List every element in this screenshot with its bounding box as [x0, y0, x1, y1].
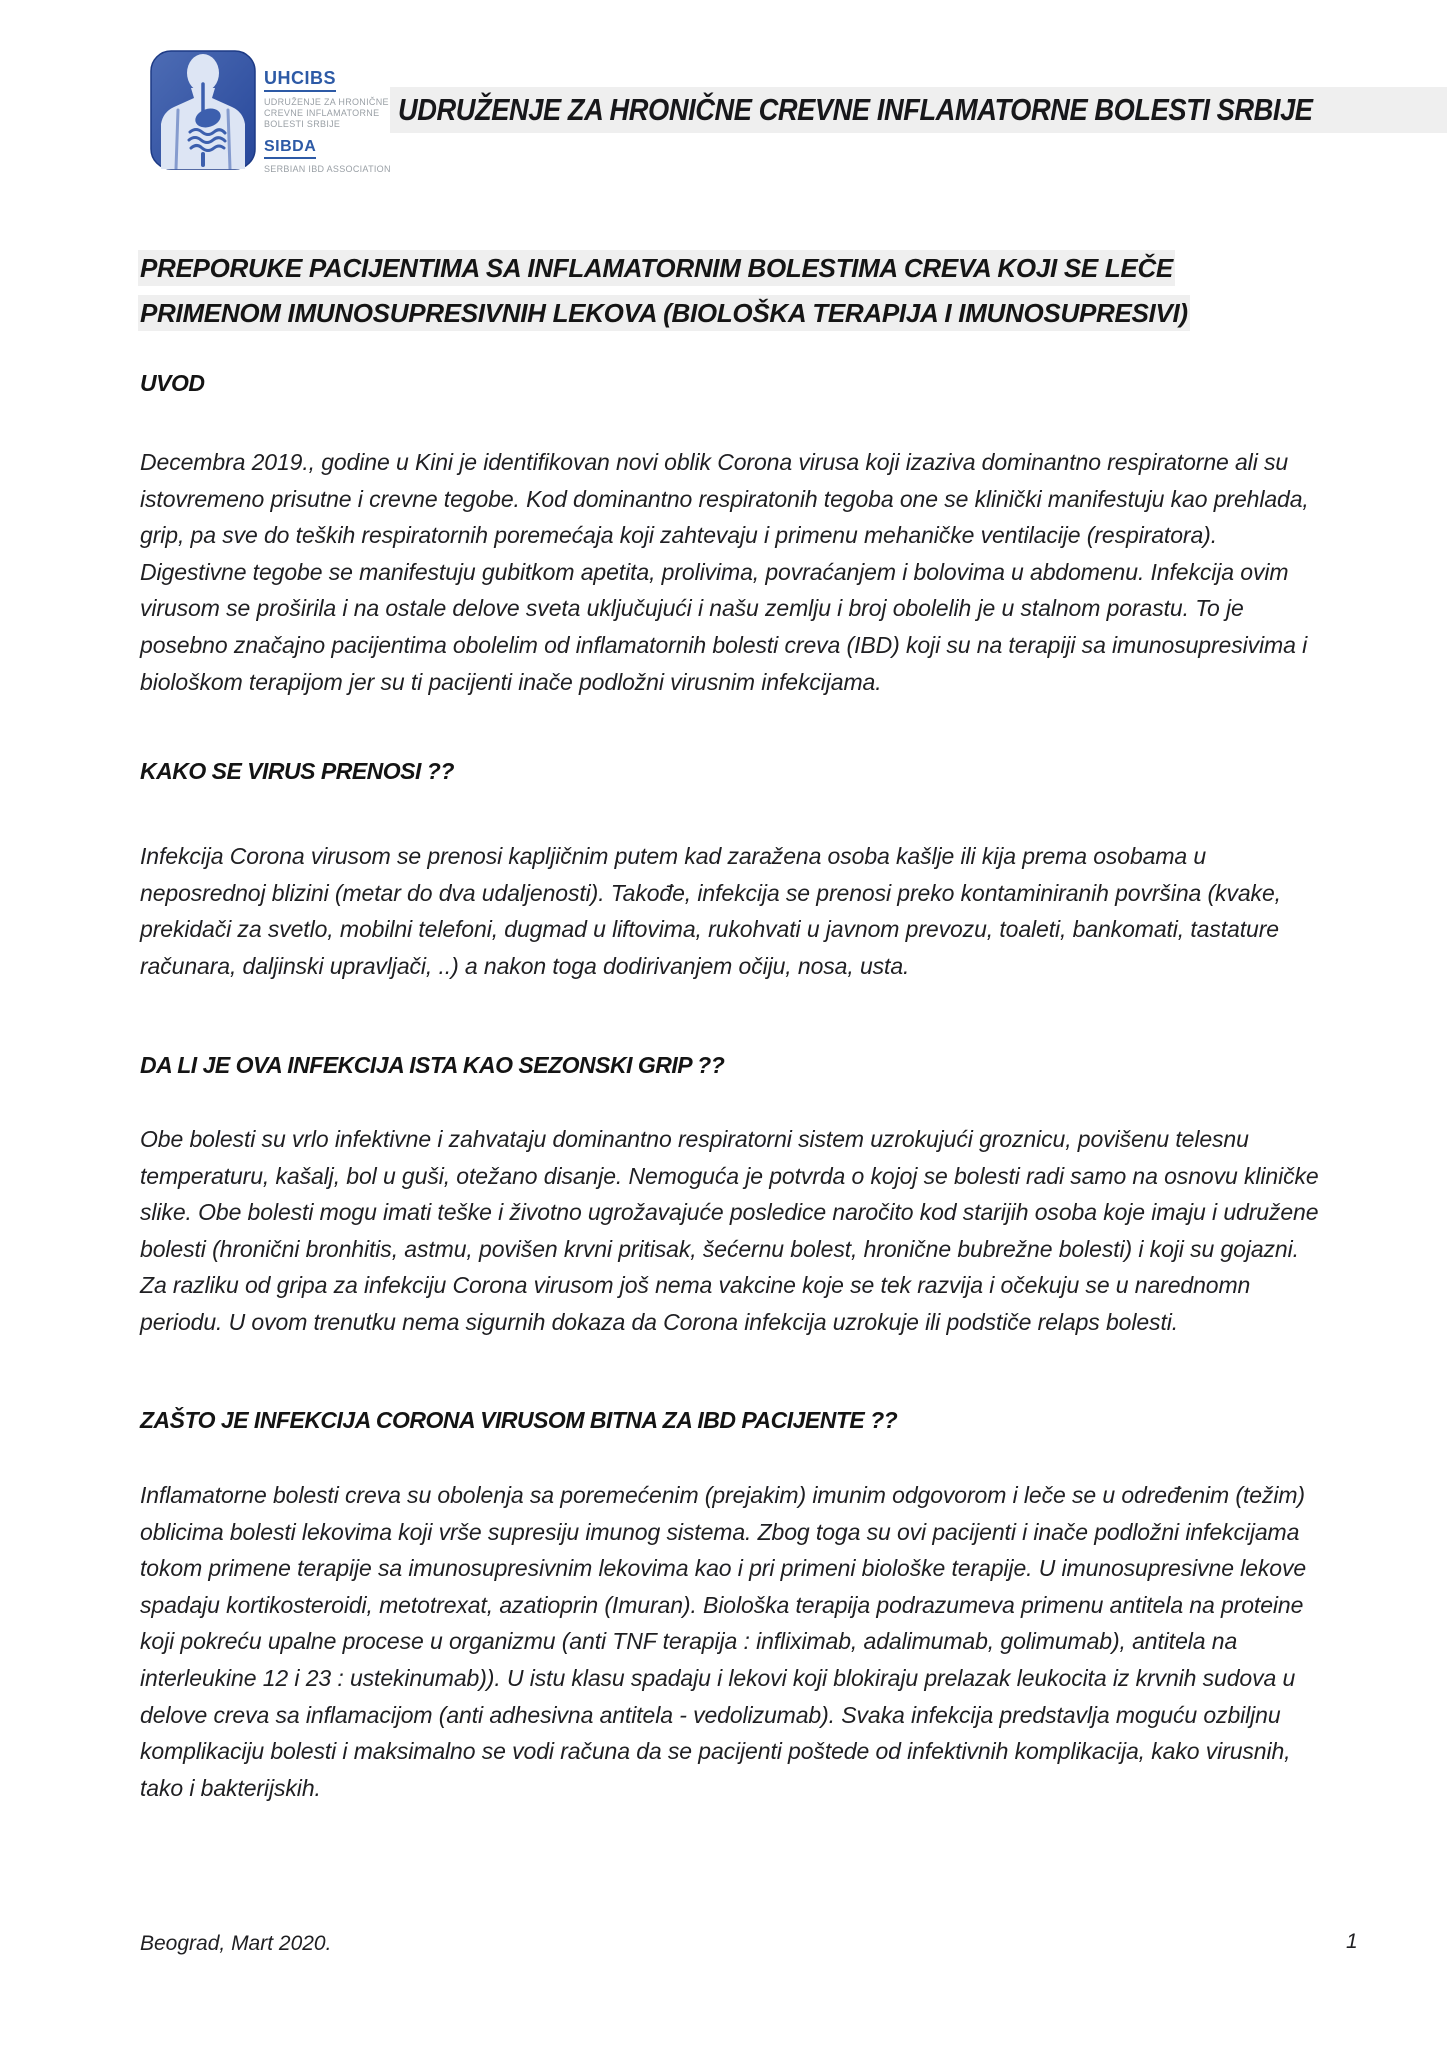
logo-text-block: [264, 68, 404, 175]
section-paragraph-ibd: Inflamatorne bolesti creva su obolenja sa poremećenim (prejakim) imunim odgovorom i leče se u određenim (težim) oblicima bolesti lekovima koji vrše supresiju imunog sistema. Zbog toga su ovi pacijenti i inače podložni infekcijama tokom primene terapije sa imunosupresivnim lekovima kao i pri primeni biološke terapije. U imunosupresivne lekove spadaju kortikosteroidi, metotrexat, azatioprin (Imuran). Biološka terapija podrazumeva primenu antitela na proteine koji pokreću upalne procese u organizmu (anti TNF terapija : infliximab, adalimumab, golimumab), antitela na interleukine 12 i 23 : ustekinumab)). U istu klasu spadaju i lekovi koji blokiraju prelazak leukocita iz krvnih sudova u delove creva sa inflamacijom (anti adhesivna antitela - vedolizumab). Svaka infekcija predstavlja moguću ozbiljnu komplikaciju bolesti i maksimalno se vodi računa da se pacijenti poštede od infektivnih komplikacija, kako virusnih, tako i bakterijskih.: [140, 1482, 1307, 1801]
footer-place-date: Beograd, Mart 2020.: [140, 1932, 332, 1955]
logo-org-name-line3: BOLESTI SRBIJE: [264, 119, 341, 129]
logo-org-name-line1: UDRUŽENJE ZA HRONIČNE: [264, 97, 389, 107]
header-banner-title: UDRUŽENJE ZA HRONIČNE CREVNE INFLAMATORNE BOLESTI SRBIJE: [398, 92, 1313, 127]
uhcibs-logo: [150, 50, 256, 175]
logo-acronym-uhcibs: UHCIBS: [264, 68, 336, 92]
page-number: 1: [1346, 1930, 1358, 1953]
logo-org-name-line2: CREVNE INFLAMATORNE: [264, 108, 380, 118]
logo-english-name: SERBIAN IBD ASSOCIATION: [264, 164, 391, 174]
section-heading-ibd: ZAŠTO JE INFEKCIJA CORONA VIRUSOM BITNA ZA IBD PACIJENTE ??: [140, 1407, 898, 1433]
document-title: PREPORUKE PACIJENTIMA SA INFLAMATORNIM BOLESTIMA CREVA KOJI SE LEČE PRIMENOM IMUNOSUPRESIVNIH LEKOVA (BIOLOŠKA TERAPIJA I IMUNOSUPRESIVI): [138, 246, 1288, 336]
section-heading-uvod: UVOD: [140, 370, 205, 396]
header-banner: [390, 87, 1447, 133]
section-paragraph-grip: Obe bolesti su vrlo infektivne i zahvataju dominantno respiratorni sistem uzrokujući groznicu, povišenu telesnu temperaturu, kašalj, bol u guši, otežano disanje. Nemoguća je potvrda o kojoj se bolesti radi samo na osnovu kliničke slike. Obe bolesti mogu imati teške i životno ugrožavajuće posledice naročito kod starijih osoba koje imaju i udružene bolesti (hronični bronhitis, astmu, povišen krvni pritisak, šećernu bolest, hronične bubrežne bolesti) i koji su gojazni. Za razliku od gripa za infekciju Corona virusom još nema vakcine koje se tek razvija i očekuju se u narednomn periodu. U ovom trenutku nema sigurnih dokaza da Corona infekcija uzrokuje ili podstiče relaps bolesti.: [140, 1126, 1319, 1335]
section-heading-grip: DA LI JE OVA INFEKCIJA ISTA KAO SEZONSKI GRIP ??: [140, 1052, 725, 1078]
uhcibs-logo-icon: [150, 50, 256, 170]
logo-acronym-sibda: SIBDA: [264, 138, 316, 159]
section-paragraph-uvod: Decembra 2019., godine u Kini je identifikovan novi oblik Corona virusa koji izaziva dominantno respiratorne ali su istovremeno prisutne i crevne tegobe. Kod dominantno respiratonih tegoba one se klinički manifestuju kao prehlada, grip, pa sve do teških respiratornih poremećaja koji zahtevaju i primenu mehaničke ventilacije (respiratora). Digestivne tegobe se manifestuju gubitkom apetita, prolivima, povraćanjem i bolovima u abdomenu. Infekcija ovim virusom se proširila i na ostale delove sveta uključujući i našu zemlju i broj obolelih je u stalnom porastu. To je posebno značajno pacijentima obolelim od inflamatornih bolesti creva (IBD) koji su na terapiji sa imunosupresivima i biološkom terapijom jer su ti pacijenti inače podložni virusnim infekcijama.: [140, 449, 1309, 695]
section-heading-prenos: KAKO SE VIRUS PRENOSI ??: [140, 758, 454, 784]
logo-org-name: [264, 97, 404, 130]
section-paragraph-prenos: Infekcija Corona virusom se prenosi kapljičnim putem kad zaražena osoba kašlje ili kija prema osobama u neposrednoj blizini (metar do dva udaljenosti). Takođe, infekcija se prenosi preko kontaminiranih površina (kvake, prekidači za svetlo, mobilni telefoni, dugmad u liftovima, rukohvati u javnom prevozu, toaleti, bankomati, tastature računara, daljinski upravljači, ..) a nakon toga dodirivanjem očiju, nosa, usta.: [140, 843, 1281, 979]
